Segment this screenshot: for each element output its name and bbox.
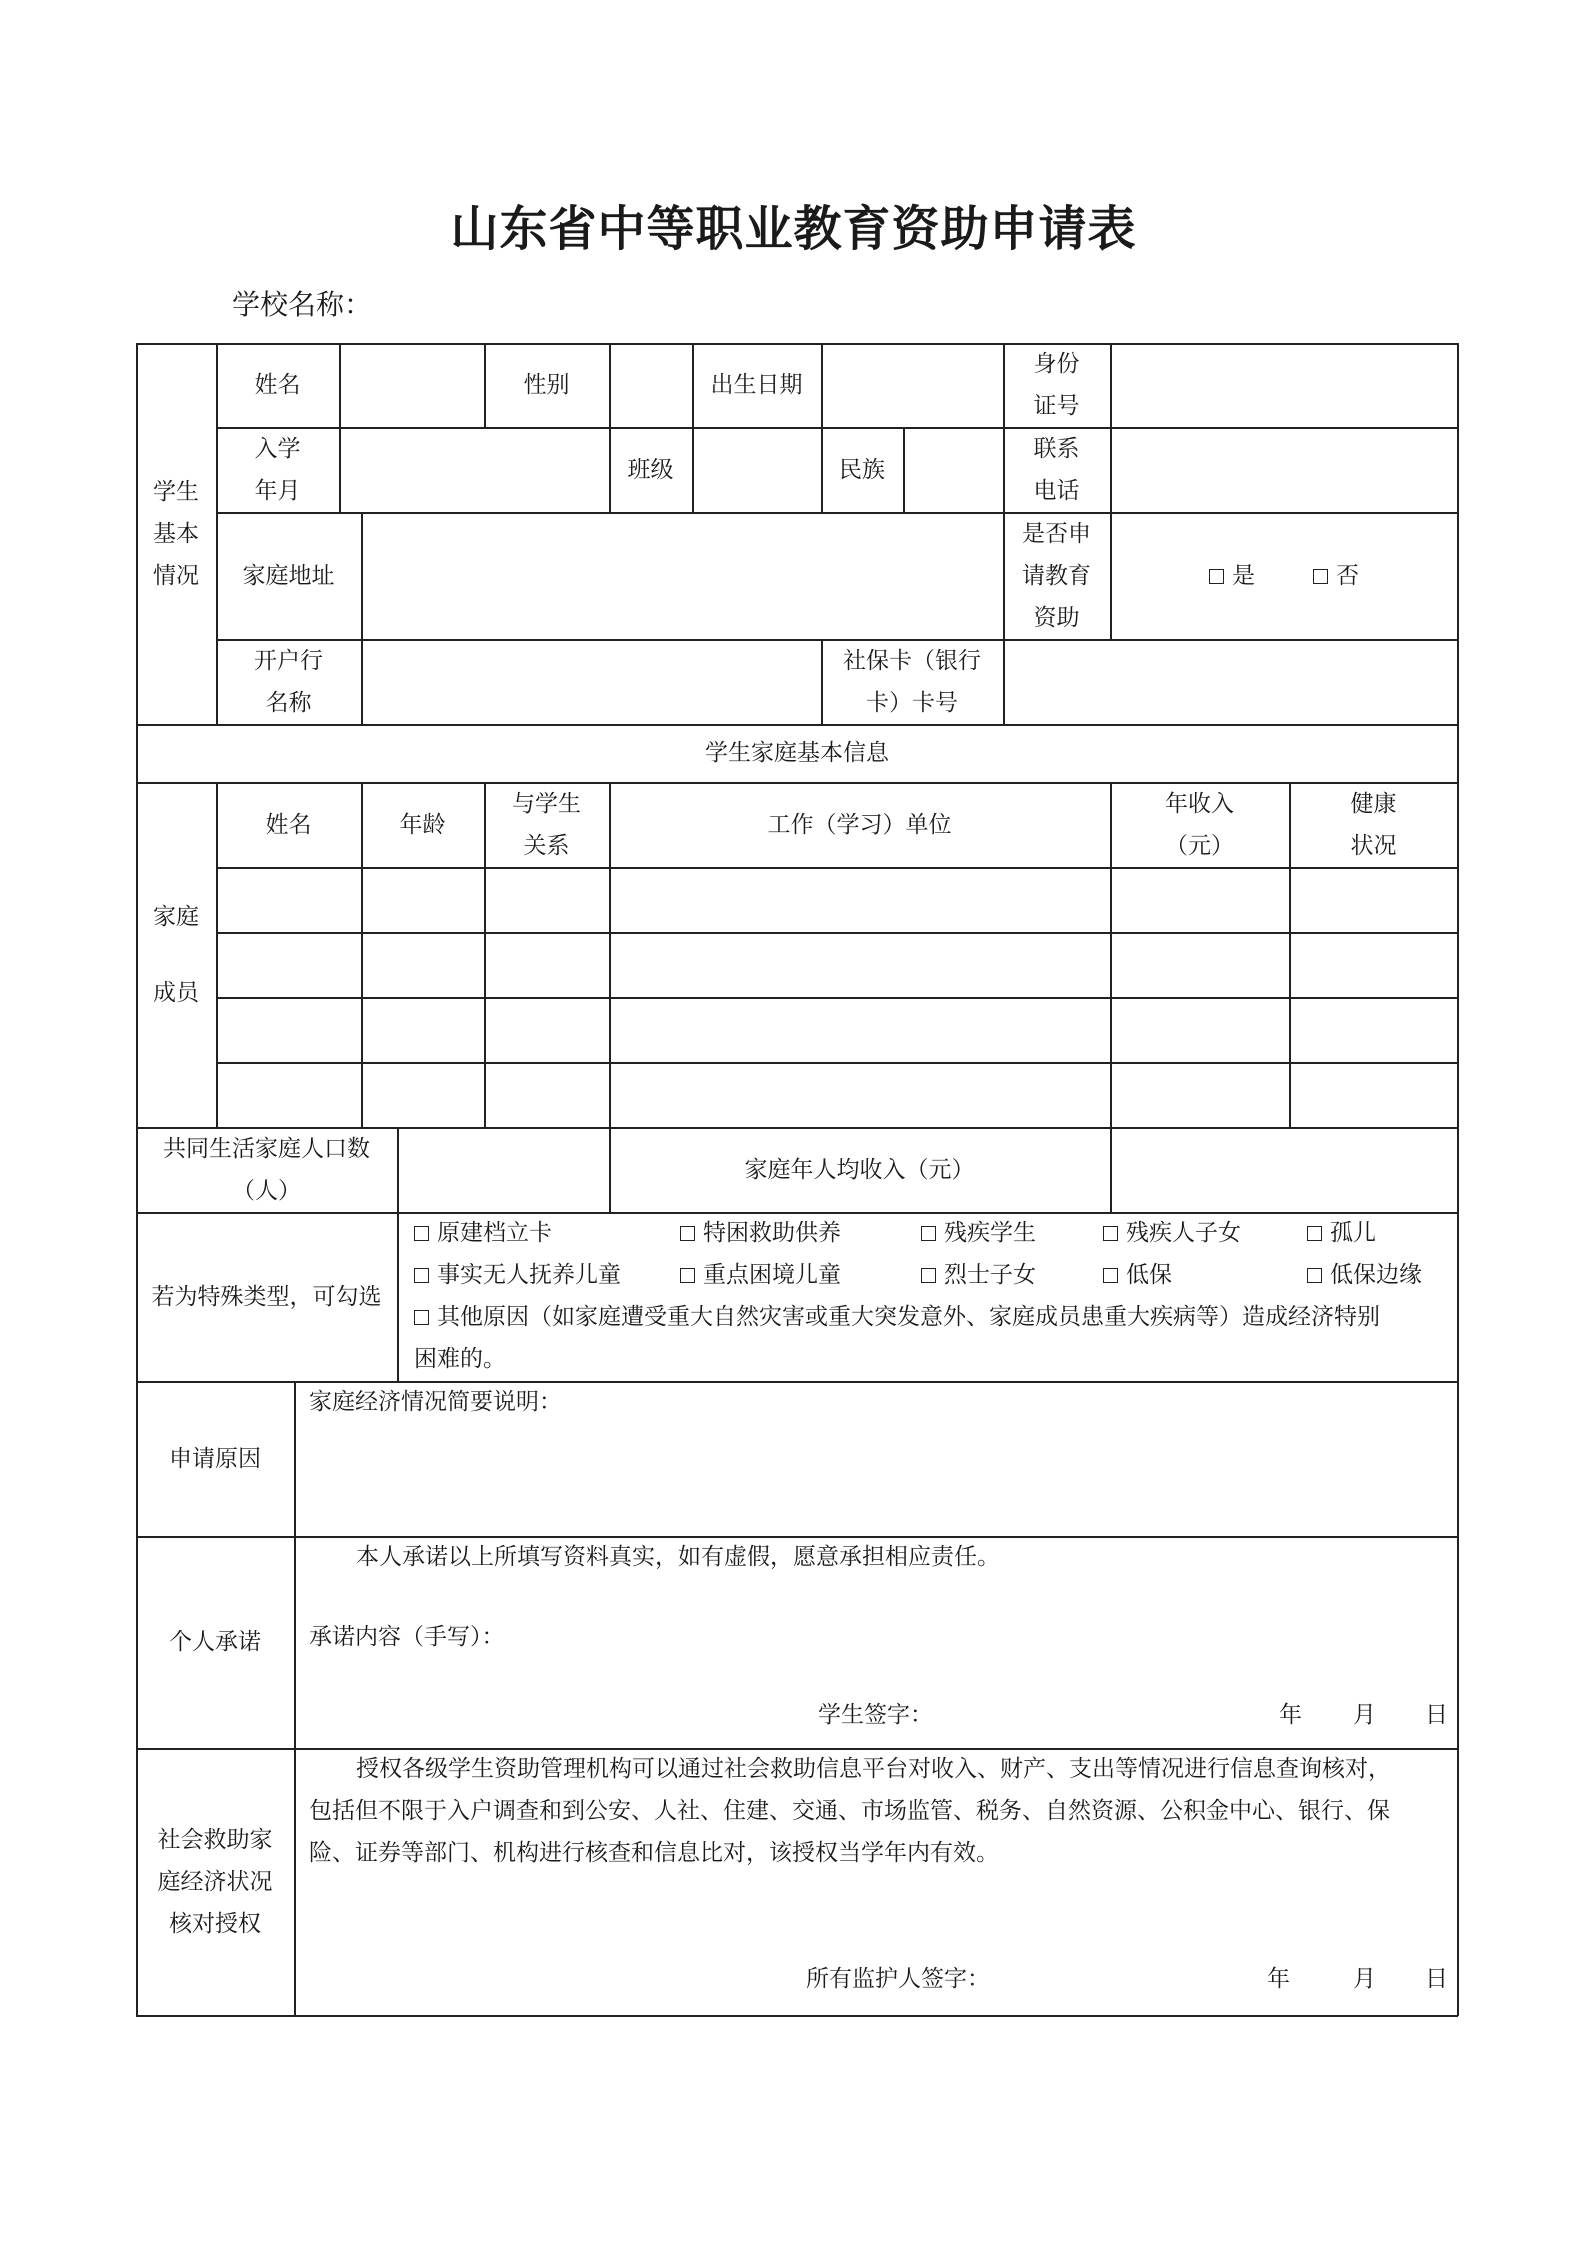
class-field[interactable]: [692, 427, 821, 512]
family-col-age: 年龄: [399, 811, 446, 838]
apply-no-checkbox[interactable]: [1313, 555, 1359, 597]
promise-statement: 本人承诺以上所填写资料真实，如有虚假，愿意承担相应责任。: [356, 1544, 1000, 1570]
option-label: 低保: [1126, 1262, 1172, 1288]
option-martyr-child[interactable]: [921, 1254, 1036, 1296]
authorization-text-line: 授权各级学生资助管理机构可以通过社会救助信息平台对收入、财产、支出等情况进行信息查询核对，: [356, 1756, 1391, 1782]
checkbox-icon: [1307, 1268, 1322, 1283]
address-label: 家庭地址: [242, 562, 335, 589]
option-label: 低保边缘: [1330, 1262, 1422, 1288]
promise-year-label: 年: [1279, 1702, 1302, 1728]
family-col-workplace: 工作（学习）单位: [767, 811, 952, 838]
checkbox-icon: [680, 1268, 695, 1283]
family-col-relation: 与学生 关系: [512, 790, 581, 859]
option-label: 烈士子女: [944, 1262, 1036, 1288]
household-size-field[interactable]: [397, 1127, 609, 1212]
option-key-hardship-child[interactable]: [680, 1254, 841, 1296]
family-row[interactable]: [216, 867, 1458, 932]
bank-name-label: 开户行 名称: [254, 647, 323, 716]
option-unsupported-child[interactable]: [414, 1254, 621, 1296]
enroll-date-label: 入学 年月: [254, 435, 301, 504]
promise-block: [294, 1536, 1458, 1748]
birth-date-label: 出生日期: [710, 372, 803, 398]
address-field[interactable]: [361, 512, 1003, 639]
promise-label: 个人承诺: [169, 1629, 261, 1655]
apply-no-label: 否: [1336, 562, 1359, 589]
auth-year-label: 年: [1267, 1966, 1290, 1992]
option-label: 重点困境儿童: [703, 1262, 841, 1288]
auth-month-label: 月: [1353, 1966, 1376, 1992]
option-orphan[interactable]: [1307, 1212, 1376, 1254]
checkbox-icon: [414, 1310, 429, 1325]
other-reason-continued: 困难的。: [414, 1346, 506, 1372]
option-label: 事实无人抚养儿童: [437, 1262, 621, 1288]
name-label: 姓名: [254, 372, 301, 398]
family-row[interactable]: [216, 997, 1458, 1062]
per-capita-income-field[interactable]: [1110, 1127, 1458, 1212]
checkbox-icon: [414, 1226, 429, 1241]
family-col-income: 年收入 （元）: [1165, 790, 1234, 859]
id-number-label: 身份 证号: [1033, 351, 1080, 419]
checkbox-icon: [1209, 569, 1224, 584]
bank-name-field[interactable]: [361, 639, 821, 724]
reason-prompt: 家庭经济情况简要说明：: [309, 1389, 562, 1415]
student-signature-label[interactable]: 学生签字：: [818, 1702, 933, 1728]
option-low-income-edge[interactable]: [1307, 1254, 1422, 1296]
option-low-income[interactable]: [1103, 1254, 1172, 1296]
checkbox-icon: [1103, 1268, 1118, 1283]
family-col-health: 健康 状况: [1350, 790, 1397, 859]
promise-month-label: 月: [1353, 1702, 1376, 1728]
option-label: 特困救助供养: [703, 1220, 841, 1246]
checkbox-icon: [1307, 1226, 1322, 1241]
option-disabled-student[interactable]: [921, 1212, 1036, 1254]
enroll-date-field[interactable]: [339, 427, 609, 512]
per-capita-income-label: 家庭年人均收入（元）: [744, 1156, 975, 1183]
ethnic-label: 民族: [839, 456, 885, 483]
ethnic-field[interactable]: [903, 427, 1003, 512]
apply-yes-label: 是: [1232, 562, 1255, 589]
basic-info-section-label: 学生 基本 情况: [153, 478, 199, 589]
phone-label: 联系 电话: [1033, 435, 1080, 504]
option-label: 原建档立卡: [437, 1220, 552, 1246]
special-type-label: 若为特殊类型，可勾选: [151, 1283, 382, 1310]
checkbox-icon: [1313, 569, 1328, 584]
handwritten-promise-label: 承诺内容（手写）：: [309, 1624, 505, 1650]
guardian-signature-label[interactable]: 所有监护人签字：: [806, 1966, 990, 1992]
card-number-field[interactable]: [1003, 639, 1458, 724]
auth-day-label: 日: [1425, 1966, 1448, 1992]
option-label: 其他原因（如家庭遭受重大自然灾害或重大突发意外、家庭成员患重大疾病等）造成经济特别: [437, 1304, 1380, 1330]
authorization-block: [294, 1748, 1458, 2015]
household-size-label: 共同生活家庭人口数 （人）: [163, 1135, 370, 1204]
checkbox-icon: [921, 1226, 936, 1241]
option-child-of-disabled[interactable]: [1103, 1212, 1241, 1254]
card-number-label: 社保卡（银行 卡）卡号: [843, 647, 981, 716]
option-label: 孤儿: [1330, 1220, 1376, 1246]
authorization-label: 社会救助家 庭经济状况 核对授权: [157, 1826, 273, 1937]
apply-yes-checkbox[interactable]: [1209, 555, 1255, 597]
checkbox-icon: [680, 1226, 695, 1241]
application-form-table: [136, 343, 1458, 2016]
name-field[interactable]: [339, 343, 484, 427]
gender-label: 性别: [523, 372, 570, 398]
birth-date-field[interactable]: [821, 343, 1003, 427]
apply-aid-label: 是否申 请教育 资助: [1022, 520, 1091, 631]
gender-field[interactable]: [609, 343, 692, 427]
checkbox-icon: [1103, 1226, 1118, 1241]
family-info-header: 学生家庭基本信息: [705, 740, 889, 766]
class-label: 班级: [627, 456, 674, 483]
family-col-name: 姓名: [265, 811, 312, 838]
authorization-text-line: 包括但不限于入户调查和到公安、人社、住建、交通、市场监管、税务、自然资源、公积金中心、银行、保: [309, 1798, 1390, 1824]
checkbox-icon: [921, 1268, 936, 1283]
option-label: 残疾学生: [944, 1220, 1036, 1246]
special-type-options: [397, 1212, 1458, 1381]
apply-aid-options: [1110, 512, 1458, 639]
family-members-section-label: 家庭 成员: [153, 903, 199, 1006]
promise-day-label: 日: [1425, 1702, 1448, 1728]
option-label: 残疾人子女: [1126, 1220, 1241, 1246]
id-number-field[interactable]: [1110, 343, 1458, 427]
page-title: 山东省中等职业教育资助申请表: [450, 201, 1137, 257]
reason-label: 申请原因: [169, 1445, 261, 1472]
checkbox-icon: [414, 1268, 429, 1283]
authorization-text-line: 险、证券等部门、机构进行核查和信息比对，该授权当学年内有效。: [309, 1840, 999, 1866]
family-row[interactable]: [216, 932, 1458, 997]
option-other-reason[interactable]: [414, 1296, 1380, 1338]
reason-field[interactable]: [294, 1381, 1458, 1536]
option-special-hardship-support[interactable]: [680, 1212, 841, 1254]
option-original-poverty-card[interactable]: [414, 1212, 552, 1254]
phone-field[interactable]: [1110, 427, 1458, 512]
school-name-label: 学校名称：: [232, 288, 373, 321]
family-row[interactable]: [216, 1062, 1458, 1127]
